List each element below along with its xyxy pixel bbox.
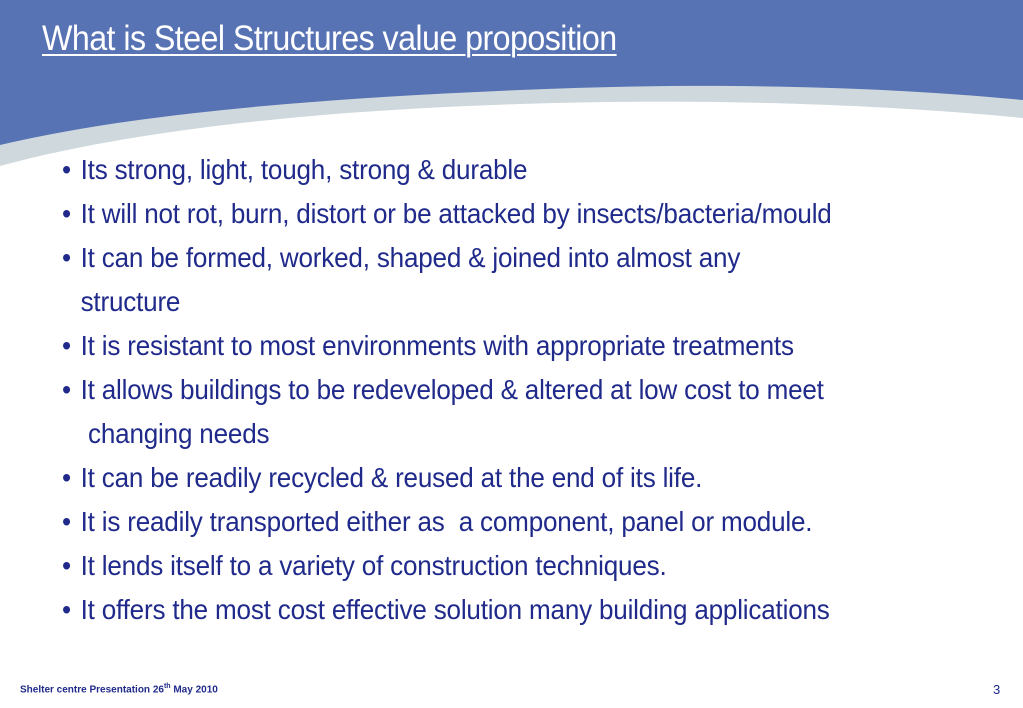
bullet-item xyxy=(62,544,946,588)
bullet-marker: • xyxy=(62,154,71,185)
bullet-item xyxy=(62,148,946,192)
bullet-text: It is readily transported either as a component, panel or module. xyxy=(80,506,813,537)
bullet-text: It is resistant to most environments with appropriate treatments xyxy=(80,330,794,361)
slide-title: What is Steel Structures value proposition xyxy=(42,19,617,58)
bullet-marker: • xyxy=(62,550,71,581)
bullet-item xyxy=(62,236,946,324)
bullet-marker: • xyxy=(62,462,71,493)
bullet-continuation: structure xyxy=(80,286,181,317)
bullet-text: It can be formed, worked, shaped & joined into almost any xyxy=(80,242,741,273)
footer-superscript: th xyxy=(163,683,171,690)
bullet-text: It will not rot, burn, distort or be attacked by insects/bacteria/mould xyxy=(80,198,832,229)
bullet-item xyxy=(62,588,946,632)
bullet-marker: • xyxy=(62,594,71,625)
bullet-marker: • xyxy=(62,330,71,361)
bullet-marker: • xyxy=(62,242,71,273)
bullet-item xyxy=(62,456,946,500)
bullet-marker: • xyxy=(62,198,71,229)
bullet-marker: • xyxy=(62,374,71,405)
bullet-marker: • xyxy=(62,506,71,537)
footer-text: Shelter centre Presentation 26 xyxy=(20,684,164,696)
bullet-continuation: changing needs xyxy=(88,418,270,449)
bullet-item xyxy=(62,368,946,456)
bullet-text: It allows buildings to be redeveloped & altered at low cost to meet xyxy=(80,374,824,405)
bullet-text: Its strong, light, tough, strong & durable xyxy=(80,154,528,185)
bullet-text: It offers the most cost effective solution many building applications xyxy=(80,594,830,625)
bullet-item xyxy=(62,192,946,236)
footer-date: May 2010 xyxy=(170,684,218,696)
bullet-text: It can be readily recycled & reused at the end of its life. xyxy=(80,462,703,493)
bullet-text: It lends itself to a variety of construction techniques. xyxy=(80,550,667,581)
bullet-item xyxy=(62,324,946,368)
bullet-item xyxy=(62,500,946,544)
slide-footer xyxy=(20,683,218,695)
bullet-list xyxy=(62,148,1012,632)
page-number: 3 xyxy=(993,682,1001,697)
